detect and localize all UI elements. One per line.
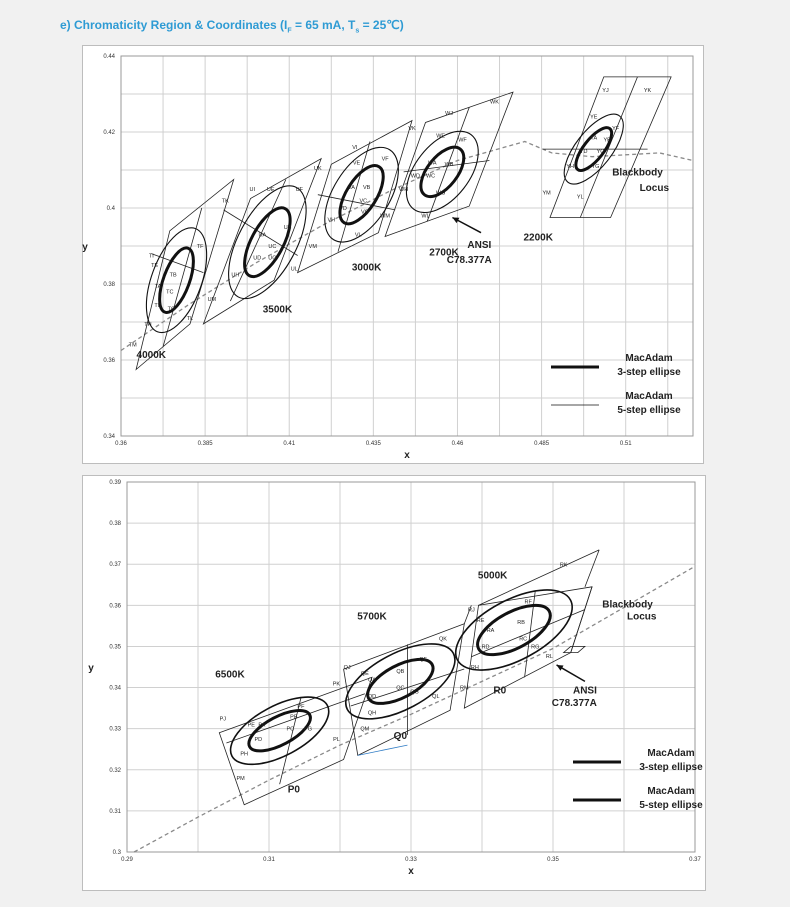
- bin-label: QB: [396, 669, 405, 676]
- bin-label: TK: [221, 198, 229, 205]
- annotation-label: ANSI: [467, 239, 492, 251]
- bin-label: WG: [435, 190, 446, 197]
- chromaticity-chart-cool: [82, 475, 706, 891]
- chromaticity-chart-warm: [82, 45, 704, 464]
- bin-label: WD: [410, 173, 420, 180]
- bin-label: WH: [399, 186, 409, 193]
- x-tick-label: 0.46: [451, 441, 464, 447]
- cct-label: 5000K: [477, 570, 508, 582]
- bin-label: VK: [408, 126, 416, 133]
- bin-label: RE: [476, 617, 485, 624]
- bin-label: QM: [360, 726, 370, 733]
- annotation-label: C78.377A: [551, 698, 597, 710]
- bin-label: RL: [545, 653, 553, 660]
- cct-label: P0: [287, 784, 300, 796]
- bin-label: YA: [590, 135, 598, 142]
- y-tick-label: 0.3: [112, 850, 121, 856]
- y-tick-label: 0.39: [109, 480, 121, 486]
- bin-label: VF: [381, 156, 389, 163]
- y-tick-label: 0.31: [109, 808, 121, 815]
- legend-label-line1: MacAdam: [625, 353, 673, 364]
- bin-label: QL: [432, 693, 440, 700]
- bin-label: TD: [154, 302, 162, 309]
- y-tick-label: 0.36: [109, 603, 121, 610]
- macadam-5-step-ellipse: [220, 683, 339, 778]
- heading-end: = 25℃): [359, 18, 404, 32]
- bin-label: WB: [444, 162, 454, 169]
- x-tick-label: 0.35: [547, 857, 559, 863]
- bin-label: QD: [367, 693, 377, 700]
- x-tick-label: 0.37: [689, 857, 701, 863]
- bin-divider-line: [230, 180, 286, 302]
- bin-label: QH: [367, 710, 377, 717]
- cct-label: 6500K: [215, 669, 245, 681]
- bin-label: PG: [304, 726, 313, 733]
- bin-label: VH: [327, 217, 336, 224]
- bin-label: TE: [151, 262, 159, 269]
- y-tick-label: 0.38: [103, 282, 115, 288]
- bin-boundary-quad: [564, 646, 585, 652]
- cct-label: R0: [493, 685, 507, 697]
- cct-label: 5700K: [357, 611, 387, 623]
- macadam-5-step-ellipse: [334, 628, 466, 734]
- bin-label: VD: [339, 205, 347, 212]
- bin-label: YG: [591, 164, 600, 171]
- bin-label: UA: [258, 232, 267, 239]
- bin-label: TF: [196, 243, 204, 250]
- chart-cool-svg: [83, 476, 705, 890]
- bin-label: PJ: [219, 716, 227, 723]
- bin-label: QE: [360, 671, 369, 678]
- y-tick-label: 0.33: [109, 726, 121, 733]
- cct-label: Q0: [393, 730, 408, 742]
- bin-divider-line: [358, 745, 408, 755]
- bin-label: YM: [542, 190, 551, 197]
- bin-label: UI: [249, 186, 255, 193]
- bin-label: TG: [167, 306, 176, 313]
- annotation-label: Locus: [639, 182, 670, 194]
- legend-label-line1: MacAdam: [625, 391, 673, 402]
- bin-label: VA: [348, 185, 355, 191]
- bin-label: PD: [254, 737, 263, 743]
- bin-label: VE: [352, 160, 361, 167]
- bin-label: YF: [612, 126, 620, 133]
- heading-mid: = 65 mA, T: [291, 18, 356, 32]
- bin-label: WA: [427, 160, 437, 167]
- y-tick-label: 0.32: [109, 767, 121, 774]
- x-tick-label: 0.36: [115, 441, 127, 447]
- y-axis-title: y: [88, 663, 94, 674]
- bin-label: PM: [236, 776, 245, 783]
- legend-label-line1: MacAdam: [647, 748, 695, 759]
- bin-label: VM: [308, 243, 317, 250]
- x-axis-title: x: [404, 450, 410, 461]
- bin-label: UL: [290, 266, 298, 273]
- bin-label: WK: [490, 99, 499, 106]
- bin-boundary-quad: [550, 77, 671, 218]
- bin-label: UG: [268, 255, 277, 262]
- y-tick-label: 0.36: [103, 358, 115, 364]
- bin-label: RG: [531, 644, 540, 651]
- bin-label: TL: [186, 316, 194, 323]
- x-tick-label: 0.29: [121, 857, 133, 863]
- cct-label: 2700K: [429, 247, 459, 259]
- bin-label: YB: [603, 137, 611, 144]
- bin-label: YJ: [602, 88, 609, 95]
- y-axis-title: y: [82, 242, 88, 253]
- bin-label: RJ: [467, 607, 475, 614]
- bin-label: RH: [470, 665, 479, 672]
- annotation-label: C78.377A: [446, 255, 492, 267]
- bin-label: PL: [333, 737, 340, 743]
- bin-label: QK: [438, 636, 447, 643]
- bin-label: PA: [258, 722, 266, 729]
- y-tick-label: 0.42: [103, 130, 115, 136]
- bin-label: UE: [266, 186, 275, 193]
- annotation-label: Locus: [627, 611, 657, 623]
- bin-label: VB: [362, 185, 371, 191]
- bin-label: WM: [380, 213, 391, 220]
- cct-label: 2200K: [523, 232, 553, 244]
- bin-label: RC: [519, 636, 528, 643]
- y-tick-label: 0.34: [103, 434, 115, 440]
- chart-warm-svg: [83, 46, 703, 463]
- y-tick-label: 0.4: [106, 206, 115, 212]
- bin-label: RD: [481, 644, 490, 651]
- bin-label: VC: [359, 198, 368, 205]
- bin-label: YC: [596, 148, 605, 155]
- legend-label-line2: 3-step ellipse: [617, 367, 681, 378]
- cct-label: 3500K: [262, 304, 293, 316]
- bin-label: YE: [590, 114, 598, 121]
- bin-label: WE: [436, 133, 446, 140]
- x-axis-title: x: [408, 866, 414, 877]
- annotation-label: Blackbody: [602, 599, 653, 611]
- bin-label: PF: [297, 704, 305, 711]
- bin-label: UB: [283, 224, 292, 231]
- y-tick-label: 0.37: [109, 562, 121, 569]
- bin-label: RA: [486, 628, 495, 635]
- heading-sub-f: F: [287, 27, 292, 35]
- bin-label: PE: [247, 722, 255, 729]
- bin-label: TM: [128, 342, 137, 349]
- bin-label: TC: [166, 289, 174, 296]
- bin-label: PC: [286, 726, 295, 733]
- bin-divider-line: [571, 587, 592, 653]
- bin-label: YH: [566, 164, 575, 171]
- bin-label: UM: [207, 297, 217, 304]
- x-tick-label: 0.435: [365, 441, 381, 447]
- x-tick-label: 0.31: [263, 857, 275, 863]
- bin-label: PB: [290, 714, 298, 721]
- bin-label: TA: [154, 283, 162, 290]
- cct-label: 4000K: [136, 350, 167, 362]
- bin-label: QC: [396, 685, 405, 692]
- annotation-label: ANSI: [572, 685, 597, 697]
- bin-label: UK: [314, 166, 322, 172]
- bin-label: TH: [144, 321, 152, 328]
- bin-label: UD: [253, 255, 262, 262]
- heading-text: e) Chromaticity Region & Coordinates (I: [60, 18, 288, 32]
- x-tick-label: 0.51: [619, 441, 632, 447]
- bin-label: PK: [332, 681, 341, 688]
- bin-label: YD: [579, 148, 588, 155]
- bin-label: TI: [148, 253, 154, 260]
- y-tick-label: 0.34: [109, 685, 121, 692]
- bin-label: UH: [231, 272, 240, 279]
- y-tick-label: 0.44: [103, 54, 115, 60]
- bin-label: QF: [419, 656, 427, 663]
- bin-label: QJ: [343, 665, 351, 672]
- bin-label: UF: [295, 186, 304, 193]
- bin-label: RK: [559, 562, 568, 569]
- bin-label: RF: [524, 599, 532, 606]
- x-tick-label: 0.385: [197, 441, 213, 447]
- legend-label-line2: 5-step ellipse: [617, 405, 681, 416]
- bin-label: QG: [410, 689, 419, 696]
- bin-boundary-quad: [203, 159, 321, 324]
- bin-label: RB: [517, 619, 525, 626]
- y-tick-label: 0.35: [109, 644, 121, 651]
- section-heading: [60, 18, 404, 34]
- heading-sub-s: s: [355, 27, 360, 35]
- legend-label-line2: 5-step ellipse: [639, 800, 703, 811]
- bin-label: YK: [643, 88, 652, 95]
- bin-label: UC: [268, 243, 277, 250]
- bin-label: VL: [354, 232, 362, 239]
- bin-label: WJ: [445, 110, 454, 117]
- bin-label: WL: [421, 213, 430, 220]
- bin-label: PH: [240, 751, 248, 758]
- bin-label: VI: [352, 145, 358, 152]
- legend-label-line2: 3-step ellipse: [639, 762, 703, 773]
- bin-label: QA: [367, 677, 376, 684]
- x-tick-label: 0.33: [405, 857, 417, 863]
- x-tick-label: 0.485: [534, 441, 550, 447]
- x-tick-label: 0.41: [283, 441, 296, 447]
- bin-divider-line: [580, 77, 637, 218]
- annotation-label: Blackbody: [612, 167, 663, 179]
- legend-label-line1: MacAdam: [647, 786, 695, 797]
- cct-label: 3000K: [351, 262, 382, 274]
- bin-label: RM: [459, 685, 469, 692]
- y-tick-label: 0.38: [109, 521, 121, 528]
- bin-label: VG: [360, 209, 369, 216]
- bin-label: WC: [425, 173, 436, 180]
- bin-label: YL: [576, 194, 584, 201]
- bin-label: TB: [169, 272, 177, 279]
- bin-label: WF: [458, 137, 467, 144]
